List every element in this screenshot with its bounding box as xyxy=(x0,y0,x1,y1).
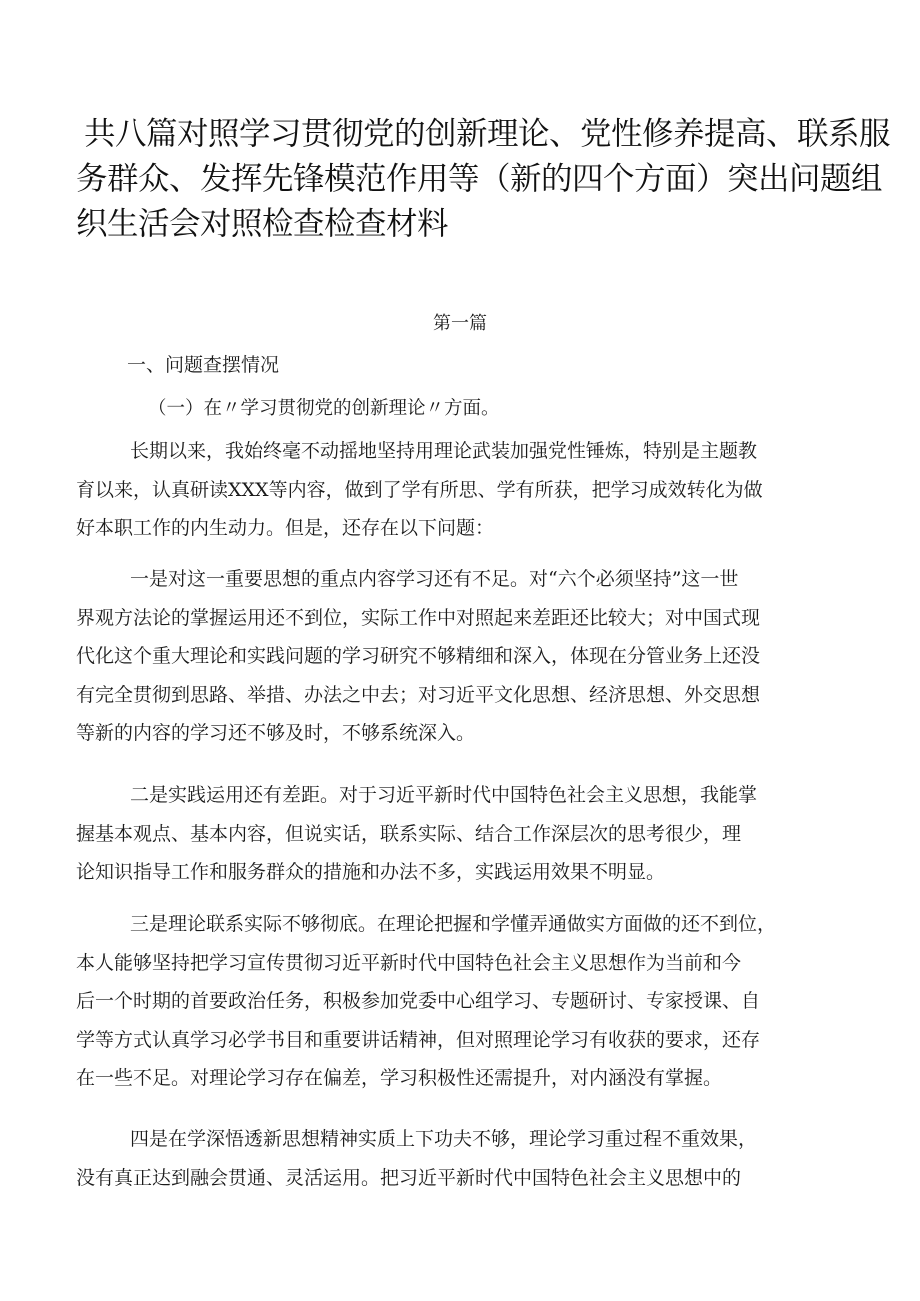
paragraph xyxy=(76,776,856,892)
paragraph-line: 后一个时期的首要政治任务，积极参加党委中心组学习、专题研讨、专家授课、自 xyxy=(76,990,761,1012)
paragraph-line: 一是对这一重要思想的重点内容学习还有不足。对“六个必须坚持”这一世 xyxy=(130,568,739,590)
paragraph-line: 有完全贯彻到思路、举措、办法之中去；对习近平文化思想、经济思想、外交思想 xyxy=(76,683,761,706)
paragraph-line: 没有真正达到融会贯通、灵活运用。把习近平新时代中国特色社会主义思想中的 xyxy=(76,1166,742,1189)
paragraph-line: 四是在学深悟透新思想精神实质上下功夫不够，理论学习重过程不重效果， xyxy=(130,1128,758,1150)
part-label: 第一篇 xyxy=(433,313,487,334)
subsection-heading: （一）在〃学习贯彻党的创新理论〃方面。 xyxy=(148,398,500,419)
paragraph-line: 握基本观点、基本内容，但说实话，联系实际、结合工作深层次的思考很少，理 xyxy=(76,822,742,845)
paragraph-line: 代化这个重大理论和实践问题的学习研究不够精细和深入，体现在分管业务上还没 xyxy=(76,645,761,667)
title-line: 织生活会对照检查检查材料 xyxy=(76,206,449,242)
paragraph-line: 育以来，认真研读XXX等内容，做到了学有所思、学有所获，把学习成效转化为做 xyxy=(76,478,763,501)
paragraph-line: 界观方法论的掌握运用还不到位，实际工作中对照起来差距还比较大；对中国式现 xyxy=(76,606,761,629)
title-line: 务群众、发挥先锋模范作用等（新的四个方面）突出问题组 xyxy=(76,161,883,197)
paragraph xyxy=(76,560,856,753)
paragraph xyxy=(76,905,856,1098)
paragraph-line: 长期以来，我始终毫不动摇地坚持用理论武装加强党性锤炼，特别是主题教 xyxy=(130,440,758,462)
paragraph-line: 二是实践运用还有差距。对于习近平新时代中国特色社会主义思想，我能掌 xyxy=(130,784,758,806)
paragraph-line: 好本职工作的内生动力。但是，还存在以下问题： xyxy=(76,517,495,539)
paragraph-line: 在一些不足。对理论学习存在偏差，学习积极性还需提升，对内涵没有掌握。 xyxy=(76,1067,723,1089)
paragraph-line: 论知识指导工作和服务群众的措施和办法不多，实践运用效果不明显。 xyxy=(76,861,666,883)
document-title xyxy=(76,112,891,247)
paragraph xyxy=(76,1120,856,1197)
paragraph-line: 三是理论联系实际不够彻底。在理论把握和学懂弄通做实方面做的还不到位， xyxy=(130,913,777,935)
paragraph-line: 等新的内容的学习还不够及时，不够系统深入。 xyxy=(76,722,476,744)
section-heading: 一、问题查摆情况 xyxy=(127,354,280,376)
title-line: 共八篇对照学习贯彻党的创新理论、党性修养提高、联系服 xyxy=(84,116,891,152)
paragraph-line: 学等方式认真学习必学书目和重要讲话精神，但对照理论学习有收获的要求，还存 xyxy=(76,1028,761,1051)
paragraph-line: 本人能够坚持把学习宣传贯彻习近平新时代中国特色社会主义思想作为当前和今 xyxy=(76,951,742,974)
paragraph xyxy=(76,432,856,548)
